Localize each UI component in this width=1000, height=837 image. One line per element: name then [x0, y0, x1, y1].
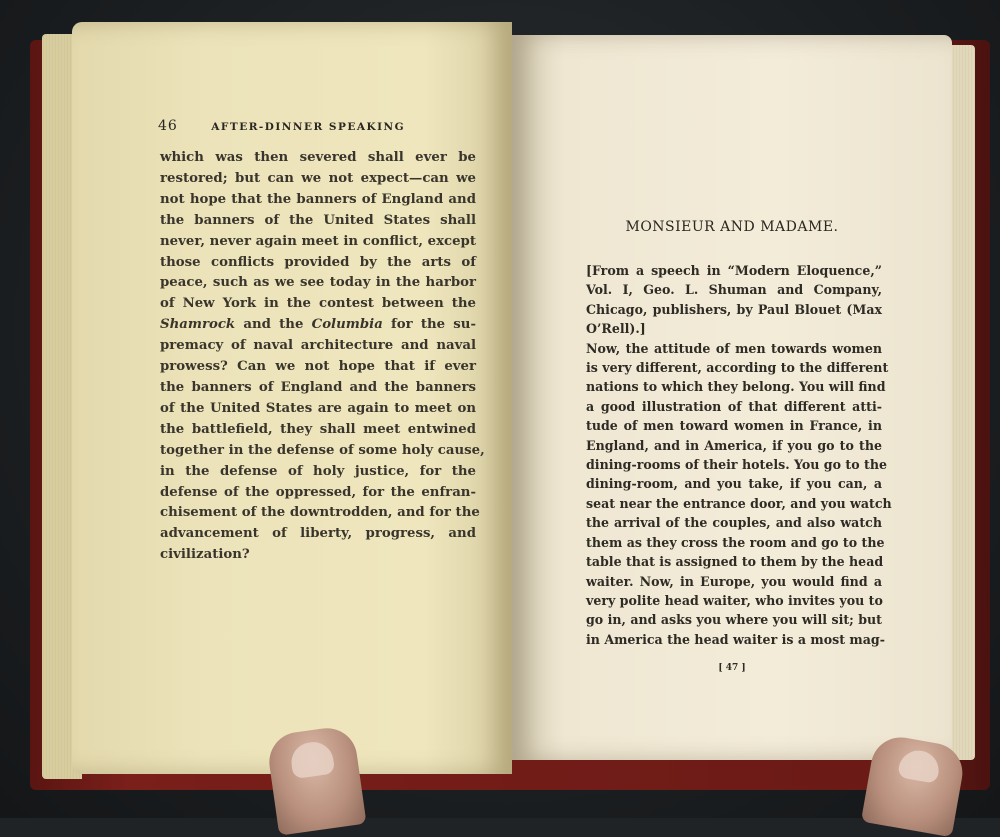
text-line: in the defense of holy justice, for the	[160, 463, 476, 479]
text-line: chisement of the downtrodden, and for the	[160, 505, 480, 521]
text-line: never, never again meet in conflict, except	[160, 233, 476, 249]
text-line: go in, and asks you where you will sit; but	[586, 612, 882, 628]
right-page-body-text	[586, 261, 892, 649]
chapter-title: MONSIEUR AND MADAME.	[625, 219, 839, 235]
text-line: Shamrock and the Columbia for the su-	[160, 317, 476, 333]
left-page-number: 46	[158, 118, 178, 134]
text-line: together in the defense of some holy cause,	[160, 442, 485, 458]
text-line: the arrival of the couples, and also watch	[586, 515, 882, 531]
text-line: table that is assigned to them by the head	[586, 554, 884, 570]
right-thumbnail-nail	[897, 747, 942, 783]
text-line: premacy of naval architecture and naval	[160, 338, 476, 354]
text-line: of New York in the contest between the	[160, 296, 476, 312]
text-line: O’Rell).]	[586, 321, 646, 337]
text-line: those conflicts provided by the arts of	[160, 254, 476, 270]
text-line: tude of men toward women in France, in	[586, 418, 882, 434]
text-line: Chicago, publishers, by Paul Blouet (Max	[586, 301, 882, 317]
text-line: not hope that the banners of England and	[160, 191, 476, 207]
text-line: dining-rooms of their hotels. You go to the	[586, 457, 887, 473]
left-running-header	[158, 118, 405, 134]
text-line: civilization?	[160, 547, 250, 563]
text-line: them as they cross the room and go to the	[586, 534, 885, 550]
text-line: which was then severed shall ever be	[160, 150, 476, 165]
text-line: the battlefield, they shall meet entwined	[160, 421, 476, 437]
text-line: Now, the attitude of men towards women	[586, 340, 882, 356]
text-line: England, and in America, if you go to the	[586, 437, 882, 453]
text-line: prowess? Can we not hope that if ever	[160, 359, 476, 375]
text-line: of the United States are again to meet on	[160, 400, 476, 416]
text-line: very polite head waiter, who invites you to	[586, 592, 883, 608]
text-line: waiter. Now, in Europe, you would find a	[586, 573, 882, 589]
text-line: restored; but can we not expect—can we	[160, 170, 476, 186]
text-line: dining-room, and you take, if you can, a	[586, 476, 882, 492]
left-thumbnail-nail	[289, 740, 335, 780]
text-line: a good illustration of that different atti-	[586, 398, 882, 414]
text-line: nations to which they belong. You will find	[586, 379, 886, 395]
text-line: the banners of England and the banners	[160, 379, 476, 395]
text-line: [From a speech in “Modern Eloquence,”	[586, 263, 882, 278]
text-line: in America the head waiter is a most mag-	[586, 631, 885, 647]
left-page-body-text	[160, 148, 485, 566]
running-head-title: AFTER-DINNER SPEAKING	[211, 121, 406, 133]
text-line: peace, such as we see today in the harbor	[160, 275, 476, 291]
text-line: the banners of the United States shall	[160, 212, 476, 228]
left-thumb	[265, 724, 366, 835]
right-page-number: [ 47 ]	[718, 663, 746, 673]
right-page	[512, 35, 952, 760]
text-line: is very different, according to the different	[586, 360, 889, 376]
text-line: defense of the oppressed, for the enfran-	[160, 484, 476, 500]
left-page	[72, 22, 512, 774]
text-line: Vol. I, Geo. L. Shuman and Company,	[586, 282, 882, 298]
text-line: seat near the entrance door, and you watch	[586, 495, 892, 511]
text-line: advancement of liberty, progress, and	[160, 526, 476, 542]
